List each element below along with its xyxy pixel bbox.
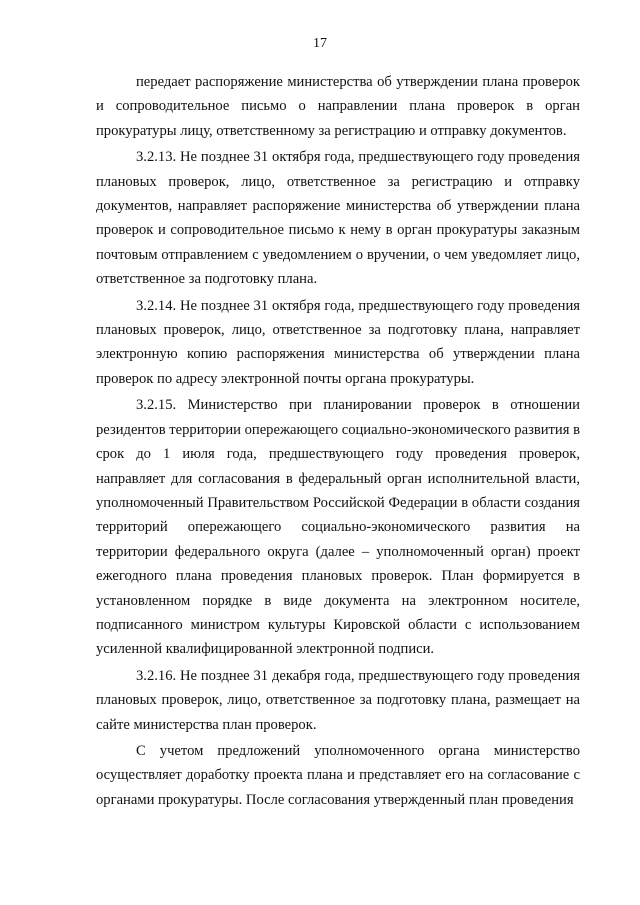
page-number: 17 (313, 36, 327, 51)
paragraph-3-2-14: 3.2.14. Не позднее 31 октября года, предшествующего году проведения плановых проверок, лицо, ответственное за подготовку плана, направляет электронную копию распоряжения министерства об утверждении плана проверок по адресу электронной почты органа прокуратуры. (96, 297, 580, 387)
paragraph-3-2-15: 3.2.15. Министерство при планировании проверок в отношении резидентов территории опережающего социально-экономического развития в срок до 1 июля года, предшествующего году проведения проверок, направляет для согласования в федеральный орган исполнительной власти, уполномоченный Правительством Российской Федерации в области создания территорий опережающего социально-экономического развития на территории федерального округа (далее – уполномоченный орган) проект ежегодного плана проведения плановых проверок. План формируется в установленном порядке в виде документа на электронном носителе, подписанного министром культуры Кировской области с использованием усиленной квалифицированной электронной подписи. (96, 397, 580, 658)
paragraph-3-2-13: 3.2.13. Не позднее 31 октября года, предшествующего году проведения плановых проверок, лицо, ответственное за регистрацию и отправку документов, направляет распоряжение министерства об утверждении плана проверок и сопроводительное письмо к нему в орган прокуратуры заказным почтовым отправлением с уведомлением о вручении, о чем уведомляет лицо, ответственное за подготовку плана. (96, 149, 580, 288)
paragraph-3-2-16: 3.2.16. Не позднее 31 декабря года, предшествующего году проведения плановых проверок, лицо, ответственное за подготовку плана, размещает на сайте министерства план проверок. (96, 667, 580, 733)
document-body (96, 70, 580, 812)
paragraph-continuation: передает распоряжение министерства об утверждении плана проверок и сопроводительное письмо о направлении плана проверок в орган прокуратуры лицу, ответственному за регистрацию и отправку документов. (96, 74, 580, 139)
paragraph-approval: С учетом предложений уполномоченного органа министерство осуществляет доработку проекта плана и представляет его на согласование с органами прокуратуры. После согласования утвержденный план проведения (96, 742, 580, 808)
